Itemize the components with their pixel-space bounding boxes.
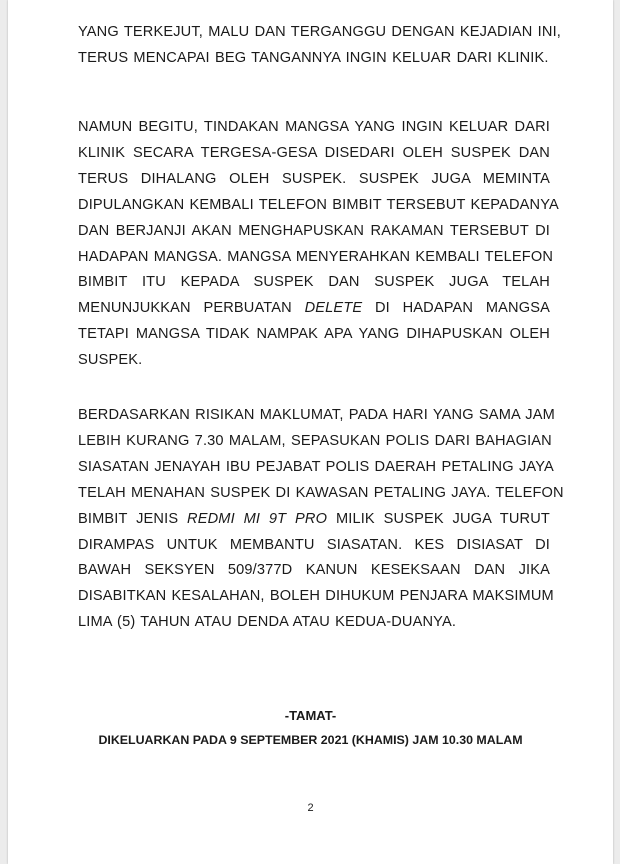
text-line: LIMA (5) TAHUN ATAU DENDA ATAU KEDUA-DUANYA. (78, 614, 457, 631)
text-line: DIRAMPAS UNTUK MEMBANTU SIASATAN. KES DISIASAT DI (78, 536, 550, 553)
text-segment: MILIK SUSPEK JUGA TURUT (327, 510, 550, 527)
text-line: HADAPAN MANGSA. MANGSA MENYERAHKAN KEMBALI TELEFON (78, 248, 554, 265)
paragraph-2 (78, 115, 559, 374)
italic-term: REDMI MI 9T PRO (187, 510, 328, 527)
text-line-with-italic (78, 507, 550, 533)
italic-term: DELETE (304, 300, 363, 317)
page-number: 2 (307, 802, 314, 814)
text-segment: MENUNJUKKAN PERBUATAN (78, 300, 305, 317)
text-line-with-italic (78, 296, 550, 322)
text-line: BERDASARKAN RISIKAN MAKLUMAT, PADA HARI YANG SAMA JAM (78, 407, 555, 423)
text-line: BAWAH SEKSYEN 509/377D KANUN KESEKSAAN DAN JIKA (78, 562, 550, 579)
text-line: DISABITKAN KESALAHAN, BOLEH DIHUKUM PENJARA MAKSIMUM (78, 588, 554, 605)
text-line: BIMBIT ITU KEPADA SUSPEK DAN SUSPEK JUGA TELAH (78, 274, 550, 291)
text-line: TERUS MENCAPAI BEG TANGANNYA INGIN KELUAR DARI KLINIK. (78, 49, 549, 66)
text-line: SUSPEK. (78, 352, 143, 369)
text-line: LEBIH KURANG 7.30 MALAM, SEPASUKAN POLIS DARI BAHAGIAN (78, 432, 552, 449)
document-page (8, 0, 613, 864)
text-line: KLINIK SECARA TERGESA-GESA DISEDARI OLEH SUSPEK DAN (78, 144, 550, 161)
text-line: TERUS DIHALANG OLEH SUSPEK. SUSPEK JUGA MEMINTA (78, 170, 550, 187)
text-segment: BIMBIT JENIS (78, 510, 188, 527)
text-line: NAMUN BEGITU, TINDAKAN MANGSA YANG INGIN KELUAR DARI (78, 119, 550, 135)
text-line: SIASATAN JENAYAH IBU PEJABAT POLIS DAERAH PETALING JAYA (78, 458, 554, 475)
text-line: TETAPI MANGSA TIDAK NAMPAK APA YANG DIHAPUSKAN OLEH (78, 326, 550, 343)
text-line: DAN BERJANJI AKAN MENGHAPUSKAN RAKAMAN TERSEBUT DI (78, 222, 550, 239)
text-segment: DI HADAPAN MANGSA (362, 300, 550, 317)
text-line: TELAH MENAHAN SUSPEK DI KAWASAN PETALING JAYA. TELEFON (78, 484, 564, 501)
paragraph-1 (78, 20, 561, 72)
issued-date-line: DIKELUARKAN PADA 9 SEPTEMBER 2021 (KHAMIS) JAM 10.30 MALAM (98, 733, 523, 747)
text-line: DIPULANGKAN KEMBALI TELEFON BIMBIT TERSEBUT KEPADANYA (78, 196, 559, 213)
paragraph-3 (78, 403, 564, 636)
end-marker: -TAMAT- (284, 708, 337, 723)
text-line: YANG TERKEJUT, MALU DAN TERGANGGU DENGAN KEJADIAN INI, (78, 24, 561, 40)
